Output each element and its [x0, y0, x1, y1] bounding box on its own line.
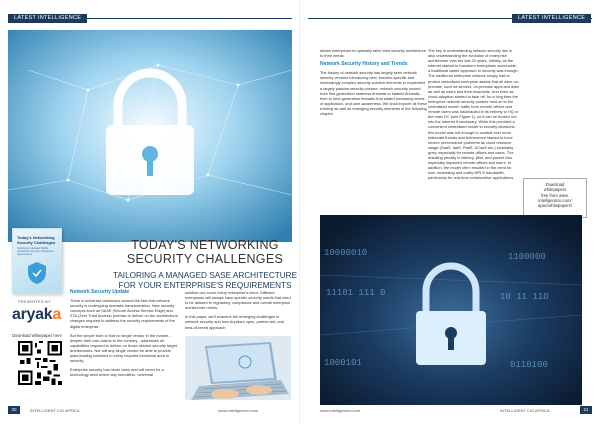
qr-code[interactable] [18, 341, 62, 385]
right-column-2: The key in understanding network security lies in also understanding the evolution of enterprise architecture over the last 20 years. Initially, as the internet started to transform enterprises world-wide, a traditional castle approach to security was enough. The traditional enterprise network simply had to protect centralised enterprise assets that all were on-premise, such as servers, on-premise apps and data as well as users and their endpoints. And even as cloud-adoption started to take off, for a long time the enterprise network security posture held on to the centralised model: traffic from remote offices and remote users was backhauled in its entirety to HQ or the main DC (see Figure 1), so it can be broken out into the internet if necessary. While this provided a convenient centralised model to security decisions, this model was not enough to combat ever more elaborate threats and furthermore started to incur severe performance problems as cloud resource usage (SaaS, IaaS, PaaS, UCaaS etc.) invariably grew, especially for remote offices and users. The resulting penalty in latency, jitter, and packet loss especially impacted remote offices and users. In addition, the model often resulted in the need for ever-increasing and costly MPLS bandwidth, particularly for real-time collaborative applications. [428, 48, 520, 181]
footer-url[interactable]: www.intelligentcio.com [218, 408, 259, 413]
binary-lock-image [320, 215, 582, 405]
left-column-2: solution can cover every enterprise's need. Different enterprises will always have specific security needs that need to be tailored to regulatory, compliance and overall enterprise architecture needs. In this paper, we'll examine the emerging challenges in network security and how Aryaka's open, partner-led, and best-of-breed approach [185, 290, 291, 330]
whitepaper-cover[interactable] [12, 228, 62, 294]
section-tab: LATEST INTELLIGENCE [512, 14, 591, 23]
svg-text:1000101: 1000101 [324, 358, 362, 368]
page-number: 21 [580, 406, 592, 414]
svg-text:0110100: 0110100 [510, 360, 548, 370]
footer-publication: INTELLIGENT CIO AFRICA [500, 408, 550, 413]
right-column-1: allows enterprises to optimally tailor their security architecture to their needs. Network Security History and Trends The history of network security has largely seen network security vendors introducing new, function-specific and increasingly complex security solution elements to implement a largely passive security posture: network security moved from first-generation stateless firewalls to stateful firewalls, then to next-generation firewalls that added increasing levels of application- and user-awareness. We shall explore all these existing as well as emerging security elements in the following chapter. [320, 48, 427, 117]
left-column-1: Network Security Update There is universal consensus around the fact that network security is undergoing dramatic transformation. New security concepts such as SASE (Secure Access Service Edge) and ZTA (Zero Trust Access) promise to deliver on the architectural changes required to address the security requirements of the digital enterprise. But the simple truth is that no single vendor in the market - despite their own claims to the contrary - addresses all capabilities required to deliver on those desired security target architectures. Nor will any single vendor be able to provide plaw-leading solutions in every required functional area in security. Enterprise security has never been and will never be a technology area where any monolithic, universal [70, 289, 178, 378]
download-callout[interactable]: Download whitepapers free from www. intelligentcio.com/ apac/whitepapers/ [523, 178, 587, 218]
svg-text:10 11 110: 10 11 110 [500, 292, 549, 302]
cover-title: Today's Networking Security Challenges [17, 235, 56, 245]
section-heading: Network Security History and Trends [320, 61, 408, 68]
hero-lock-image [8, 30, 292, 242]
section-tab: LATEST INTELLIGENCE [8, 14, 87, 23]
shield-icon [27, 261, 47, 285]
aryaka-logo: aryaka [12, 306, 61, 323]
svg-text:1100000: 1100000 [508, 252, 546, 262]
svg-text:10000010: 10000010 [324, 248, 368, 258]
download-label: Download whitepaper here [12, 333, 62, 338]
article-subtitle: TAILORING A MANAGED SASE ARCHITECTURE FOR YOUR ENTERPRISE'S REQUIREMENTS [112, 271, 298, 290]
right-page [300, 0, 600, 424]
laptop-photo [185, 336, 291, 400]
svg-text:11101 111 0: 11101 111 0 [326, 288, 386, 298]
footer-url[interactable]: www.intelligentcio.com [320, 408, 361, 413]
presented-by-label: PRESENTED BY [18, 300, 51, 304]
article-title: TODAY'S NETWORKING SECURITY CHALLENGES [126, 238, 284, 266]
footer-publication: INTELLIGENT CIO AFRICA [30, 408, 80, 413]
section-heading: Network Security Update [70, 289, 130, 295]
cover-subtitle: Tailoring a managed SASE architecture for your enterprise's requirements [17, 247, 55, 257]
page-number: 20 [8, 406, 20, 414]
